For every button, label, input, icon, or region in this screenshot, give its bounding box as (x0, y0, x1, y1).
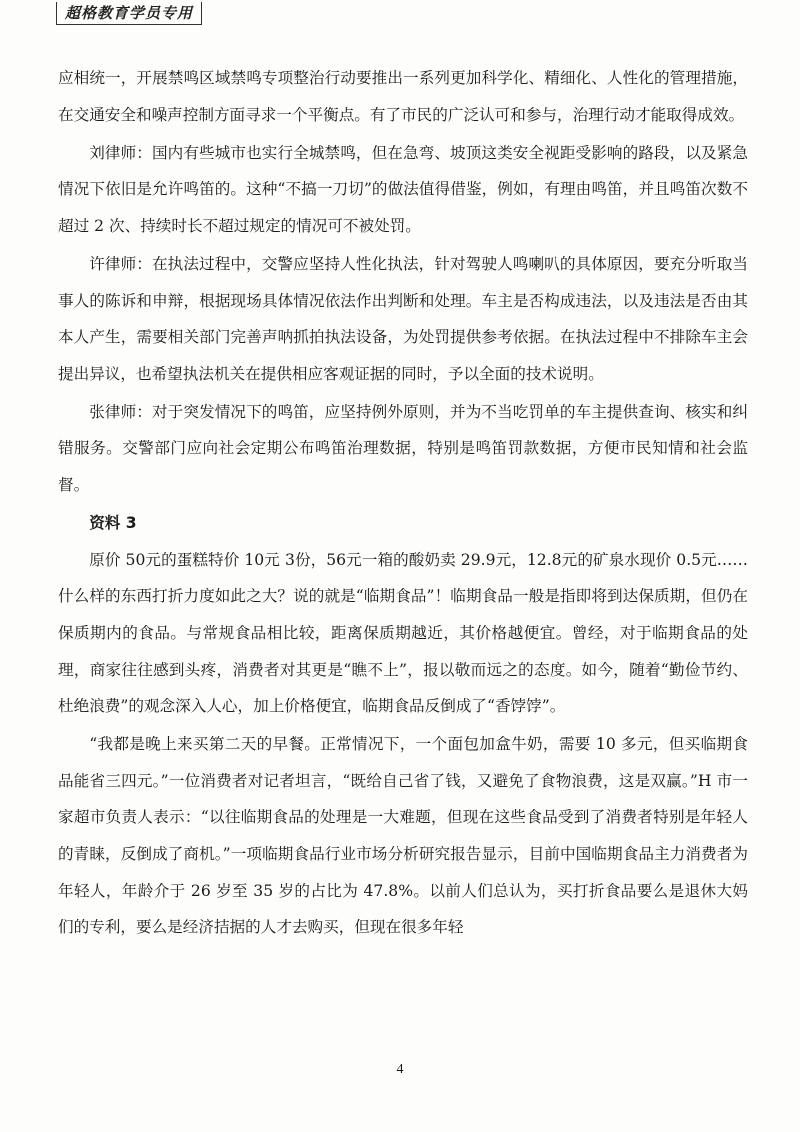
header-stamp: 超格教育学员专用 (56, 2, 202, 25)
section-heading: 资料 3 (89, 514, 137, 533)
body-paragraph: 刘律师：国内有些城市也实行全城禁鸣，但在急弯、坡顶这类安全视距受影响的路段，以及紧急情况下依旧是允许鸣笛的。这种“不搞一刀切”的做法值得借鉴，例如，有理由鸣笛，并且鸣笛次数不超过 2 次、持续时长不超过规定的情况可不被处罚。 (58, 143, 748, 235)
body-paragraph: 许律师：在执法过程中，交警应坚持人性化执法，针对驾驶人鸣喇叭的具体原因，要充分听取当事人的陈诉和申辩，根据现场具体情况依法作出判断和处理。车主是否构成违法，以及违法是否由其本人产生，需要相关部门完善声呐抓拍执法设备，为处罚提供参考依据。在执法过程中不排除车主会提出异议，也希望执法机关在提供相应客观证据的同时，予以全面的技术说明。 (58, 254, 748, 383)
body-paragraph: 应相统一，开展禁鸣区域禁鸣专项整治行动要推出一系列更加科学化、精细化、人性化的管理措施，在交通安全和噪声控制方面寻求一个平衡点。有了市民的广泛认可和参与，治理行动才能取得成效。 (58, 69, 748, 124)
body-paragraph: “我都是晚上来买第二天的早餐。正常情况下，一个面包加盒牛奶，需要 10 多元，但买临期食品能省三四元。”一位消费者对记者坦言，“既给自己省了钱，又避免了食物浪费，这是双赢。”H 市一家超市负责人表示：“以往临期食品的处理是一大难题，但现在这些食品受到了消费者特别是年轻人的青睐，反倒成了商机。”一项临期食品行业市场分析研究报告显示，目前中国临期食品主力消费者为年轻人，年龄介于 26 岁至 35 岁的占比为 47.8%。以前人们总认为，买打折食品要么是退休大妈们的专利，要么是经济拮据的人才去购买，但现在很多年轻 (58, 735, 748, 937)
body-paragraph: 原价 50元的蛋糕特价 10元 3份，56元一箱的酸奶卖 29.9元，12.8元的矿泉水现价 0.5元……什么样的东西打折力度如此之大？说的就是“临期食品”！临期食品一般是指即将到达保质期，但仍在保质期内的食品。与常规食品相比较，距离保质期越近，其价格越便宜。曾经，对于临期食品的处理，商家往往感到头疼，消费者对其更是“瞧不上”，报以敬而远之的态度。如今，随着“勤俭节约、杜绝浪费”的观念深入人心，加上价格便宜，临期食品反倒成了“香饽饽”。 (58, 550, 748, 716)
document-body (58, 60, 748, 947)
body-paragraph: 张律师：对于突发情况下的鸣笛，应坚持例外原则，并为不当吃罚单的车主提供查询、核实和纠错服务。交警部门应向社会定期公布鸣笛治理数据，特别是鸣笛罚款数据，方便市民知情和社会监督。 (58, 402, 748, 495)
page-number: 4 (396, 1062, 404, 1077)
